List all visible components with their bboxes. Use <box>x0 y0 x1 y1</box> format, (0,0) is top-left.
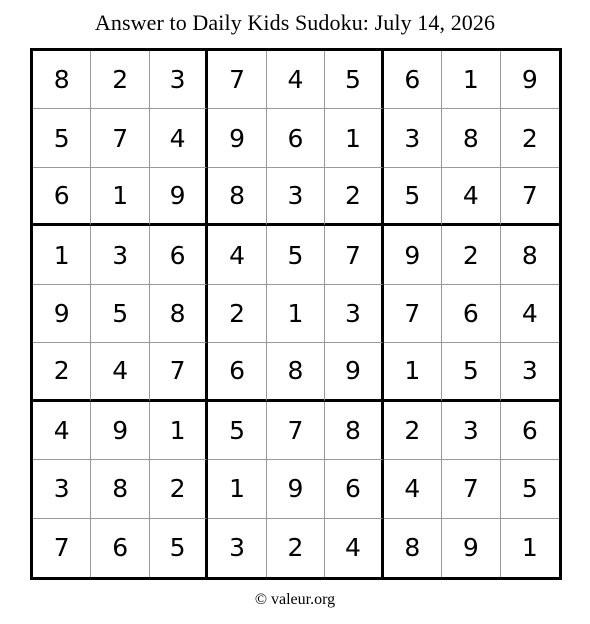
sudoku-cell: 9 <box>33 285 91 343</box>
sudoku-cell: 9 <box>267 460 325 518</box>
sudoku-cell: 3 <box>325 285 383 343</box>
sudoku-cell: 9 <box>208 109 266 167</box>
sudoku-cell: 6 <box>325 460 383 518</box>
sudoku-cell: 2 <box>325 168 383 226</box>
sudoku-cell: 1 <box>384 343 442 401</box>
sudoku-cell: 4 <box>267 51 325 109</box>
sudoku-cell: 4 <box>501 285 559 343</box>
copyright-footer: © valeur.org <box>254 591 336 608</box>
sudoku-cell: 8 <box>501 226 559 284</box>
sudoku-cell: 5 <box>267 226 325 284</box>
sudoku-cell: 2 <box>91 51 149 109</box>
sudoku-cell: 2 <box>442 226 500 284</box>
sudoku-cell: 5 <box>150 519 208 577</box>
sudoku-cell: 4 <box>150 109 208 167</box>
sudoku-cell: 9 <box>384 226 442 284</box>
sudoku-cell: 7 <box>501 168 559 226</box>
sudoku-cell: 2 <box>384 402 442 460</box>
sudoku-cell: 7 <box>33 519 91 577</box>
sudoku-cell: 4 <box>91 343 149 401</box>
sudoku-cell: 1 <box>150 402 208 460</box>
sudoku-cell: 3 <box>384 109 442 167</box>
sudoku-cell: 1 <box>208 460 266 518</box>
sudoku-cell: 6 <box>91 519 149 577</box>
sudoku-cell: 4 <box>208 226 266 284</box>
sudoku-cell: 3 <box>91 226 149 284</box>
sudoku-cell: 3 <box>33 460 91 518</box>
sudoku-cell: 6 <box>267 109 325 167</box>
sudoku-cell: 3 <box>501 343 559 401</box>
sudoku-cell: 7 <box>384 285 442 343</box>
sudoku-cell: 5 <box>208 402 266 460</box>
sudoku-cell: 9 <box>501 51 559 109</box>
sudoku-cell: 5 <box>384 168 442 226</box>
sudoku-cell: 1 <box>267 285 325 343</box>
sudoku-cell: 5 <box>442 343 500 401</box>
sudoku-cell: 4 <box>442 168 500 226</box>
sudoku-cell: 6 <box>33 168 91 226</box>
sudoku-cell: 6 <box>501 402 559 460</box>
sudoku-cell: 2 <box>150 460 208 518</box>
page-title: Answer to Daily Kids Sudoku: July 14, 2026 <box>94 10 496 35</box>
sudoku-cell: 6 <box>208 343 266 401</box>
sudoku-cell: 6 <box>384 51 442 109</box>
sudoku-cell: 8 <box>150 285 208 343</box>
sudoku-cell: 6 <box>150 226 208 284</box>
sudoku-cell: 7 <box>267 402 325 460</box>
sudoku-cell: 1 <box>91 168 149 226</box>
sudoku-grid <box>30 48 562 580</box>
sudoku-cell: 3 <box>150 51 208 109</box>
sudoku-cell: 5 <box>501 460 559 518</box>
sudoku-cell: 7 <box>208 51 266 109</box>
sudoku-cell: 1 <box>325 109 383 167</box>
sudoku-cell: 8 <box>208 168 266 226</box>
sudoku-cell: 1 <box>521 533 538 563</box>
sudoku-cell: 7 <box>91 109 149 167</box>
sudoku-cell: 2 <box>33 343 91 401</box>
sudoku-cell: 2 <box>208 285 266 343</box>
sudoku-cell: 7 <box>325 226 383 284</box>
sudoku-cell: 2 <box>501 109 559 167</box>
sudoku-cell: 4 <box>33 402 91 460</box>
sudoku-cell: 9 <box>325 343 383 401</box>
sudoku-cell: 9 <box>442 519 500 577</box>
sudoku-cell: 3 <box>208 519 266 577</box>
sudoku-cell: 2 <box>267 519 325 577</box>
sudoku-cell: 8 <box>442 109 500 167</box>
sudoku-cell: 4 <box>325 519 383 577</box>
sudoku-cell: 9 <box>91 402 149 460</box>
sudoku-cell: 3 <box>267 168 325 226</box>
sudoku-cell: 3 <box>442 402 500 460</box>
sudoku-cell: 7 <box>442 460 500 518</box>
sudoku-cell: 5 <box>325 51 383 109</box>
sudoku-cell: 9 <box>150 168 208 226</box>
sudoku-cell: 8 <box>33 51 91 109</box>
sudoku-cell: 1 <box>442 51 500 109</box>
sudoku-cell: 8 <box>91 460 149 518</box>
sudoku-cell: 5 <box>33 109 91 167</box>
sudoku-cell: 5 <box>91 285 149 343</box>
sudoku-cell: 8 <box>325 402 383 460</box>
sudoku-cell: 4 <box>384 460 442 518</box>
sudoku-cell: 6 <box>442 285 500 343</box>
sudoku-cell: 8 <box>267 343 325 401</box>
sudoku-cell: 7 <box>150 343 208 401</box>
sudoku-cell: 1 <box>33 226 91 284</box>
sudoku-cell: 8 <box>384 519 442 577</box>
